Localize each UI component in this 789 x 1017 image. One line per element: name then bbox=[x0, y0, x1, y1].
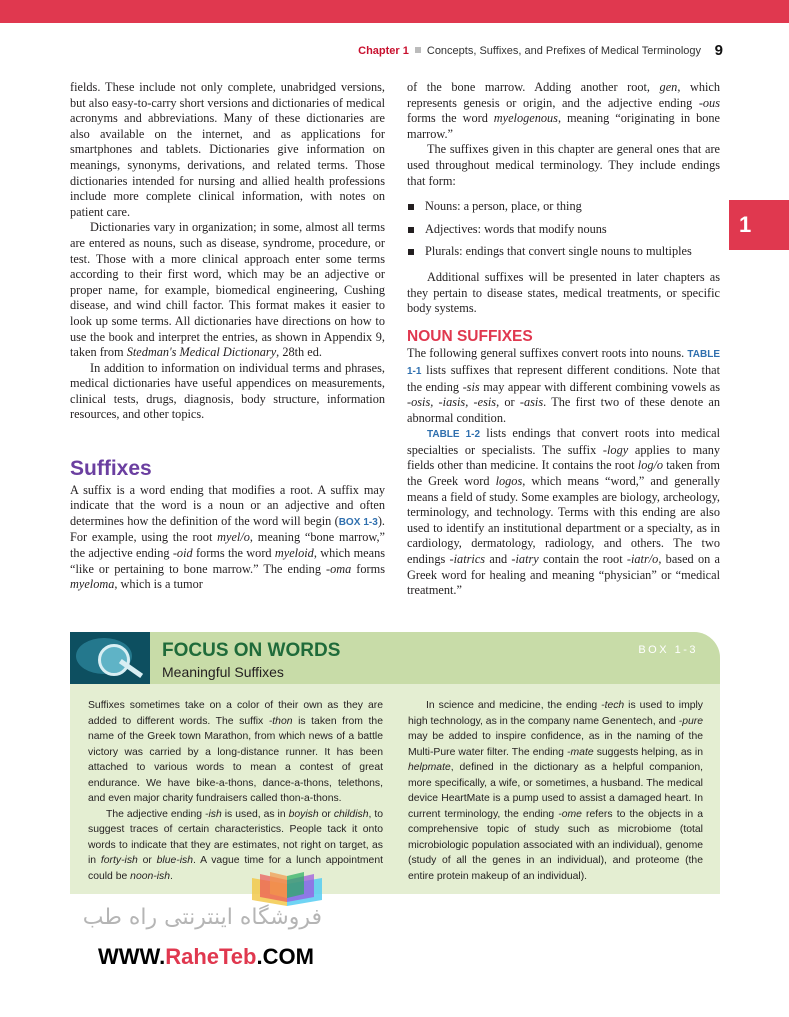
list-item: Nouns: a person, place, or thing bbox=[407, 199, 720, 215]
running-header bbox=[358, 45, 701, 57]
paragraph: Dictionaries vary in organization; in some, almost all terms are entered as nouns, such as disease, syndrome, procedure, or test. Those with a more clinical approach enter some terms according to their first word, which may be an adjective or proper name, for example, biomedical engineering, Cushing disease, and wind chill factor. This format makes it easier to look up some terms. All dictionaries have directions on how to use the book and interpret the entries, as shown in Appendix 9, taken from Stedman's Medical Dictionary, 28th ed. bbox=[70, 220, 385, 360]
paragraph: The adjective ending -ish is used, as in boyish or childish, to suggest traces of certain characteristics. People tack it onto words to indicate that they are estimates, not right on target, as in forty-ish or blue-ish. A vague time for a lunch appointment could be noon-ish. bbox=[88, 808, 384, 882]
box-reference-link[interactable]: BOX 1-3 bbox=[338, 516, 378, 528]
paragraph: In science and medicine, the ending -tech is used to imply high technology, as in the company name Genentech, and -pure may be added to inspire confidence, as in the naming of the Multi-Pure water filter. The ending -mate suggests helping, as in helpmate, defined in the dictionary as a helpful companion, more specifically, a wife, or sometimes, a husband. The medical device HeartMate is a pump used to assist a damaged heart. In current terminology, the ending -ome refers to the objects in a comprehensive topic of study such as microbiome (total microbiologic population associated with an individual), genome (study of all the genes in an individual), and proteome (the entire protein makeup of an individual). bbox=[408, 700, 704, 882]
separator-square bbox=[415, 47, 421, 53]
top-color-bar bbox=[0, 0, 789, 23]
paragraph: The following general suffixes convert roots into nouns. TABLE 1-1 lists suffixes that represent different conditions. Note that the ending -sis may appear with different combining vowels as -osis, -iasis, -esis, or -asis. The first two of these denote an abnormal condition. bbox=[407, 346, 721, 425]
box-label: BOX 1-3 bbox=[638, 644, 698, 656]
box-title: FOCUS ON WORDS bbox=[162, 640, 341, 661]
paragraph: TABLE 1-2 lists endings that convert roots into medical specialties or specialists. The suffix -logy applies to many fields other than medicine. It contains the root log/o taken from the Greek word logos, which means “word,” and generally means a field of study. Some examples are biology, archeology, terminology, and technology. Terms with this ending are also used to identify an institutional department or a specialty, as in cardiology, dermatology, radiology, and others. The two endings -iatrics and -iatry contain the root -iatr/o, based on a Greek word for healing and meaning “physician” or “medical treatment.” bbox=[407, 426, 721, 598]
paragraph: A suffix is a word ending that modifies a root. A suffix may indicate that the word is a noun or an adjective and often determines how the definition of the word will begin (BOX 1-3). For example, using the root myel/o, meaning “bone marrow,” the adjective ending -oid forms the word myeloid, which means “like or pertaining to bone marrow.” The ending -oma forms myeloma, which is a tumor bbox=[70, 482, 385, 592]
paragraph: In addition to information on individual terms and phrases, medical dictionaries have useful appendices on measurements, clinical tests, drugs, diagnosis, body structure, information resources, and other topics. bbox=[70, 360, 385, 422]
box-subtitle: Meaningful Suffixes bbox=[162, 664, 284, 680]
open-book-icon bbox=[242, 872, 332, 908]
left-column bbox=[70, 80, 385, 593]
watermark-persian-text: فروشگاه اینترنتی راه طب bbox=[82, 905, 322, 930]
table-1-1-link[interactable]: TABLE 1-1 bbox=[407, 349, 720, 377]
list-item: Adjectives: words that modify nouns bbox=[407, 222, 720, 238]
paragraph: of the bone marrow. Adding another root, gen, which represents genesis or origin, and the adjective ending -ous forms the word myelogenous, meaning “originating in bone marrow.” bbox=[407, 80, 720, 141]
magnifying-glass-icon bbox=[70, 632, 150, 684]
paragraph: Suffixes sometimes take on a color of their own as they are added to different words. The suffix -thon is taken from the name of the Greek town Marathon, from which news of a battle victory was carried by a long-distance runner. It has been attached to various words to mean a contest of great endurance. We have bike-a-thons, dance-a-thons, telethons, and even major charity fundraisers called thon-a-thons. bbox=[88, 700, 383, 804]
paragraph: The suffixes given in this chapter are general ones that are used throughout medical terminology. They include endings that form: bbox=[407, 142, 720, 188]
box-header bbox=[70, 632, 720, 684]
list-item: Plurals: endings that convert single nouns to multiples bbox=[407, 244, 720, 260]
table-1-2-link[interactable]: TABLE 1-2 bbox=[427, 429, 481, 441]
page-number: 9 bbox=[714, 42, 723, 59]
chapter-title: Concepts, Suffixes, and Prefixes of Medical Terminology bbox=[426, 45, 701, 57]
watermark-url: WWW.RaheTeb.COM bbox=[98, 944, 314, 969]
box-left-column bbox=[88, 698, 383, 884]
right-column bbox=[407, 80, 720, 599]
chapter-thumb-tab: 1 bbox=[729, 200, 789, 250]
box-right-column bbox=[408, 698, 703, 884]
paragraph: fields. These include not only complete, unabridged versions, but also easy-to-carry short versions and dictionaries of medical acronyms and abbreviations. Many of these dictionaries are also available on the internet, and as applications for smartphones and tablets. Dictionaries give information on meanings, synonyms, derivations, and related terms. Those dictionaries intended for nursing and allied health professions include more complete clinical information, with notes on patient care. bbox=[70, 80, 385, 219]
chapter-label: Chapter 1 bbox=[358, 45, 409, 57]
suffixes-heading: Suffixes bbox=[70, 457, 152, 481]
paragraph: Additional suffixes will be presented in later chapters as they pertain to disease states, medical treatments, or specific body systems. bbox=[407, 269, 720, 316]
focus-on-words-box bbox=[70, 632, 720, 894]
suffix-types-list bbox=[407, 199, 720, 260]
noun-suffixes-heading: NOUN SUFFIXES bbox=[407, 327, 533, 345]
